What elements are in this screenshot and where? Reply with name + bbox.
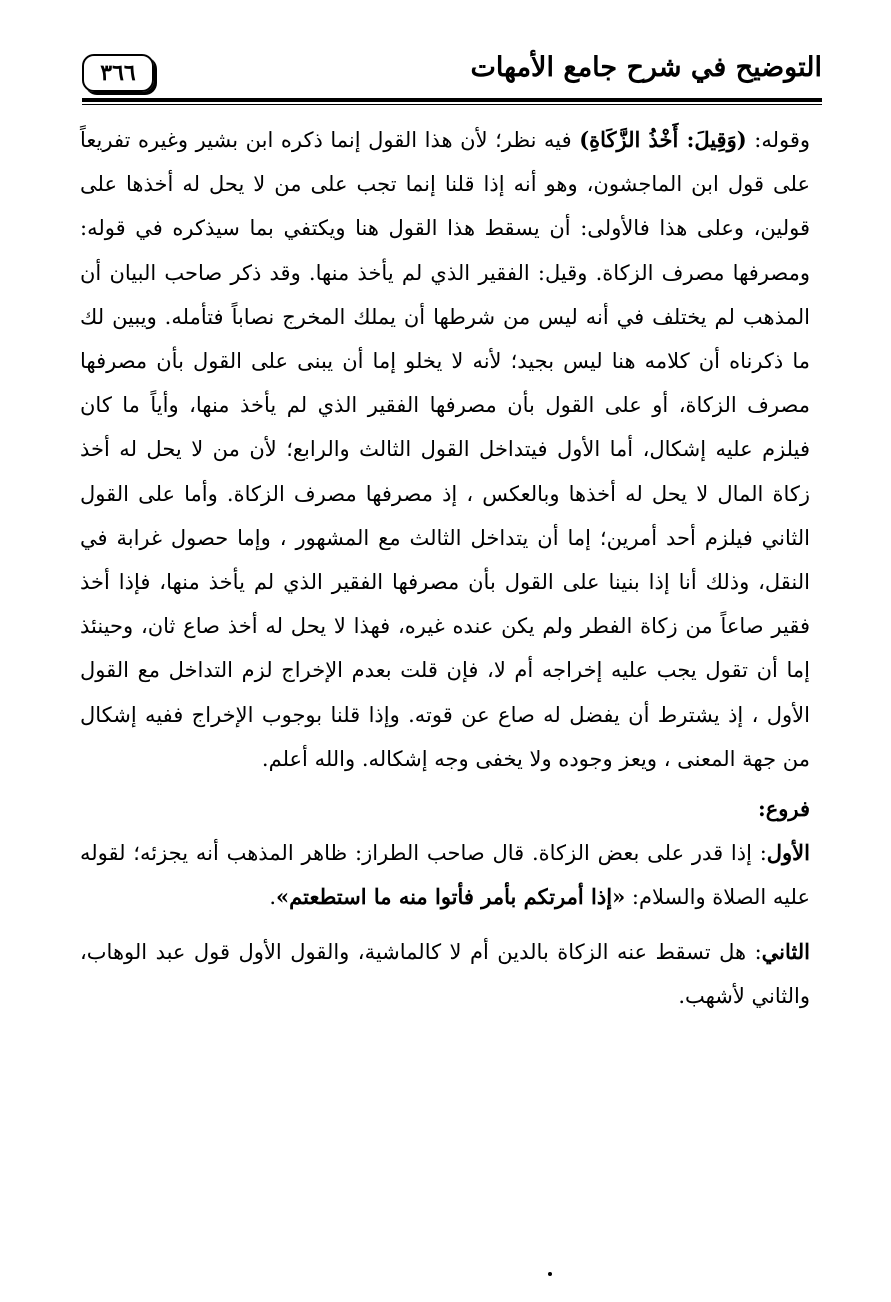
- branch-first: [80, 831, 810, 919]
- branch-second: [80, 930, 810, 1018]
- page-header: [82, 46, 822, 96]
- header-rule-thin: [82, 104, 822, 105]
- book-title: التوضيح في شرح جامع الأمهات: [470, 52, 822, 83]
- branch-second-text: : هل تسقط عنه الزكاة بالدين أم لا كالماشية، والقول الأول قول عبد الوهاب، والثاني لأشهب.: [80, 939, 810, 1008]
- branch-second-label: الثاني: [761, 938, 810, 964]
- page-number: [82, 54, 154, 92]
- footer-dot: [548, 1272, 552, 1276]
- branch-first-label: الأول: [766, 840, 810, 866]
- paragraph-text: فيه نظر؛ لأن هذا القول إنما ذكره ابن بشير وغيره تفريعاً على قول ابن الماجشون، وهو أنه إذا قلنا إنما تجب على من لا يحل له أخذها على قولين، وعلى هذا فالأولى: أن يسقط هذا القول هنا ويكتفي بما سيذكره في قوله: ومصرفها مصرف الزكاة. وقيل: الفقير الذي لم يأخذ منها. وقد ذكر صاحب البيان أن المذهب لم يختلف في أنه ليس من شرطها أن يملك المخرج نصاباً فتأمله. ويبين لك ما ذكرناه أن كلامه هنا ليس بجيد؛ لأنه لا يخلو إما أن يبنى على القول بأن مصرفها مصرف الزكاة، أو على القول بأن مصرفها الفقير الذي لم يأخذ منها، وأياً ما كان فيلزم عليه إشكال، أما الأول فيتداخل القول الثالث والرابع؛ لأن من لا يحل له أخذ زكاة المال لا يحل له أخذها وبالعكس ، إذ مصرفها مصرف الزكاة. وأما على القول الثاني فيلزم أحد أمرين؛ إما أن يتداخل الثالث مع المشهور ، وإما حصول غرابة في النقل، وذلك أنا إذا بنينا على القول بأن مصرفها الفقير الذي لم يأخذ منها، فإذا أخذ فقير صاعاً من زكاة الفطر ولم يكن عنده غيره، فهذا لا يحل له أخذ صاع ثان، وحينئذ إما أن تقول يجب عليه إخراجه أم لا، فإن قلت بعدم الإخراج لزم التداخل مع القول الأول ، إذ يشترط أن يفضل له صاع عن قوته. وإذا قلنا بوجوب الإخراج ففيه إشكال من جهة المعنى ، ويعز وجوده ولا يخفى وجه إشكاله. والله أعلم.: [80, 128, 810, 771]
- paragraph-commentary: [80, 118, 810, 781]
- quoted-matn: (وَقِيلَ: أَخْذُ الزَّكَاةِ): [579, 127, 747, 152]
- branch-first-text: : إذا قدر على بعض الزكاة. قال صاحب الطراز: ظاهر المذهب أنه يجزئه؛ لقوله عليه الصلاة والسلام:: [80, 841, 810, 910]
- section-heading: فروع:: [757, 796, 810, 822]
- paragraph-lead: وقوله:: [746, 128, 811, 152]
- branch-first-end: .: [269, 885, 276, 910]
- main-text: [80, 118, 810, 1018]
- page-number-text: ٣٦٦: [100, 60, 136, 86]
- header-rule: [82, 98, 822, 102]
- hadith-quote: «إذا أمرتكم بأمر فأتوا منه ما استطعتم»: [276, 884, 626, 910]
